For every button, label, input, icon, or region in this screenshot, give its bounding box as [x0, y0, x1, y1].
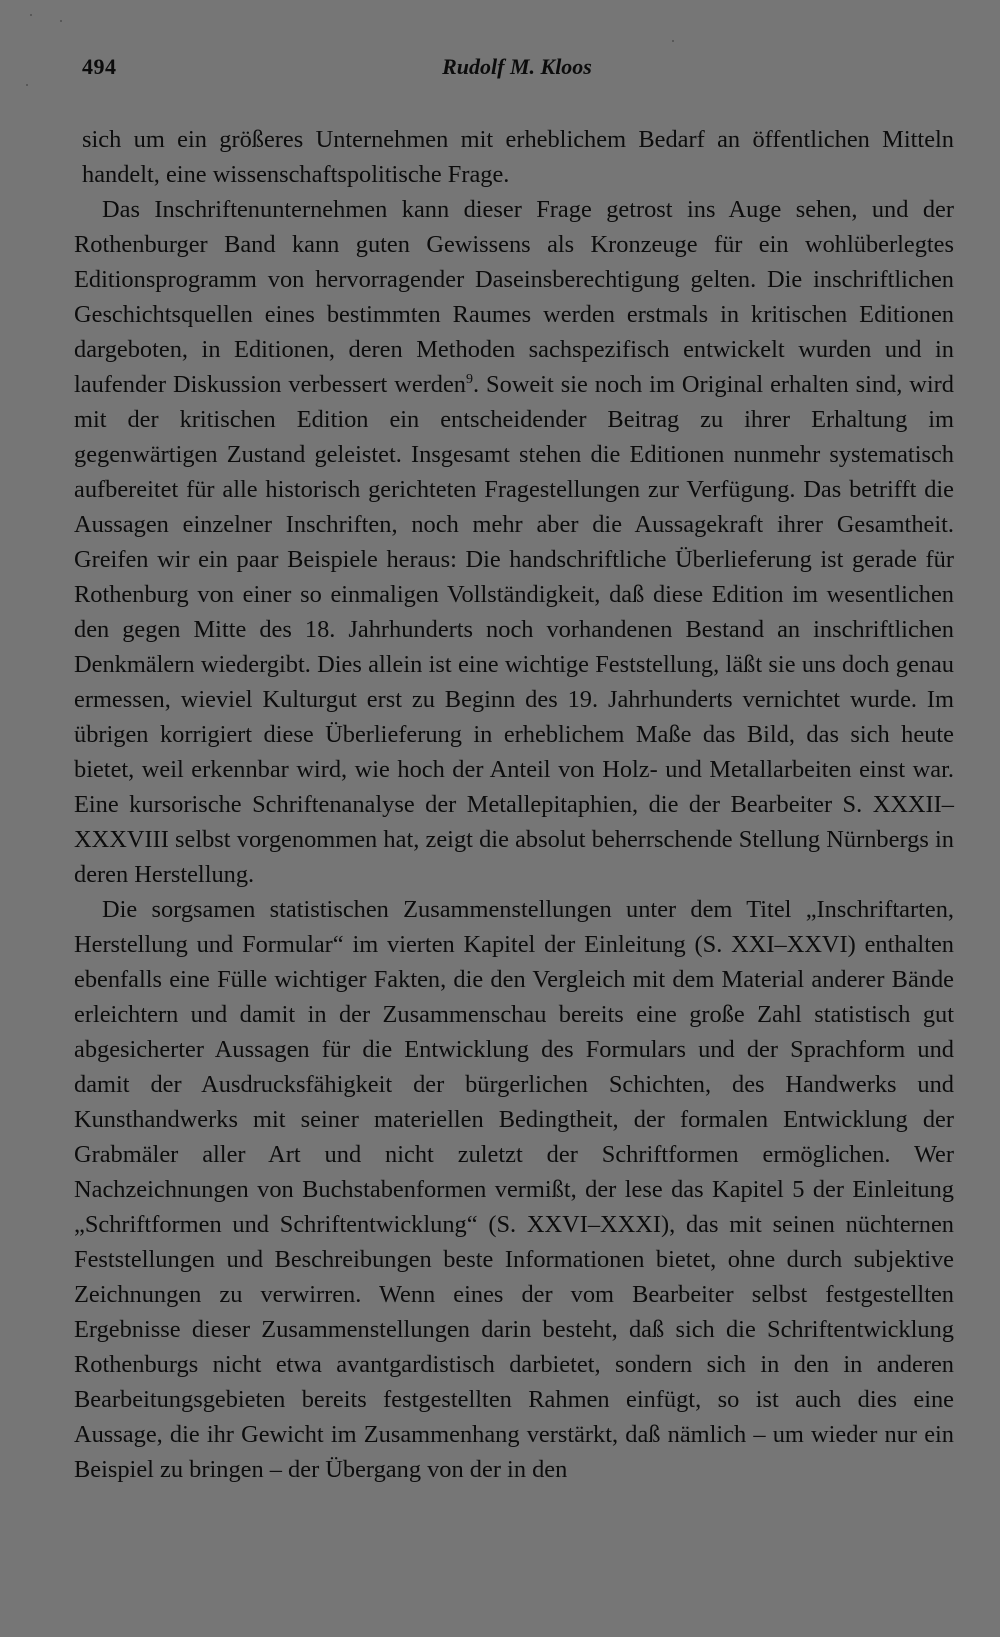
page-header: [82, 54, 952, 94]
scan-speck: [672, 40, 674, 42]
paragraph-inschriftenunternehmen: [74, 192, 954, 892]
scan-speck: [26, 84, 28, 86]
paragraph-statistische-zusammenstellungen: Die sorgsamen statistischen Zusammenstellungen unter dem Titel „Inschriftarten, Herstellung und Formular“ im vierten Kapitel der Einleitung (S. XXI–XXVI) enthalten ebenfalls eine Fülle wichtiger Fakten, die den Vergleich mit dem Material anderer Bände erleichtern und damit in der Zusammenschau bereits eine große Zahl statistisch gut abgesicherter Aussagen für die Entwicklung des Formulars und der Sprachform und damit der Ausdrucksfähigkeit der bürgerlichen Schichten, des Handwerks und Kunsthandwerks mit seiner materiellen Bedingtheit, der formalen Entwicklung der Grabmäler aller Art und nicht zuletzt der Schriftformen ermöglichen. Wer Nachzeichnungen von Buchstabenformen vermißt, der lese das Kapitel 5 der Einleitung „Schriftformen und Schriftentwicklung“ (S. XXVI–XXXI), das mit seinen nüchternen Feststellungen und Beschreibungen beste Informationen bietet, ohne durch subjektive Zeichnungen zu verwirren. Wenn eines der vom Bearbeiter selbst festgestellten Ergebnisse dieser Zusammenstellungen darin besteht, daß sich die Schriftentwicklung Rothenburgs nicht etwa avantgardistisch darbietet, sondern sich in den in anderen Bearbeitungsgebieten bereits festgestellten Rahmen einfügt, so ist auch dies eine Aussage, die ihr Gewicht im Zusammenhang verstärkt, daß nämlich – um wieder nur ein Beispiel zu bringen – der Übergang von der in den: [74, 896, 954, 1483]
running-head-author: Rudolf M. Kloos: [442, 54, 592, 79]
scan-speck: [30, 14, 32, 16]
paragraph-continuation: sich um ein größeres Unternehmen mit erheblichem Bedarf an öffentlichen Mitteln handelt, eine wissenschaftspolitische Frage.: [82, 126, 954, 188]
body-text: [74, 122, 954, 1487]
page-number: 494: [82, 54, 117, 79]
footnote-marker: 9: [466, 371, 474, 387]
scan-speck: [60, 20, 62, 22]
paragraph-text-part: Das Inschriftenunternehmen kann dieser Frage getrost ins Auge sehen, und der Rothenburger Band kann guten Gewissens als Kronzeuge für ein wohlüberlegtes Editionsprogramm von hervorragender Daseinsberechtigung gelten. Die inschriftlichen Geschichtsquellen eines bestimmten Raumes werden erstmals in kritischen Editionen dargeboten, in Editionen, deren Methoden sachspezifisch entwickelt wurden und in laufender Diskussion verbessert werden: [74, 196, 954, 398]
paragraph-text-part: . Soweit sie noch im Original erhalten sind, wird mit der kritischen Edition ein entscheidender Beitrag zu ihrer Erhaltung im gegenwärtigen Zustand geleistet. Insgesamt stehen die Editionen nunmehr systematisch aufbereitet für alle historisch gerichteten Fragestellungen zur Verfügung. Das betrifft die Aussagen einzelner Inschriften, noch mehr aber die Aussagekraft ihrer Gesamtheit. Greifen wir ein paar Beispiele heraus: Die handschriftliche Überlieferung ist gerade für Rothenburg von einer so einmaligen Vollständigkeit, daß diese Edition im wesentlichen den gegen Mitte des 18. Jahrhunderts noch vorhandenen Bestand an inschriftlichen Denkmälern wiedergibt. Dies allein ist eine wichtige Feststellung, läßt sie uns doch genau ermessen, wieviel Kulturgut erst zu Beginn des 19. Jahrhunderts vernichtet wurde. Im übrigen korrigiert diese Überlieferung in erheblichem Maße das Bild, das sich heute bietet, weil erkennbar wird, wie hoch der Anteil von Holz- und Metallarbeiten einst war. Eine kursorische Schriftenanalyse der Metallepitaphien, die der Bearbeiter S. XXXII–XXXVIII selbst vorgenommen hat, zeigt die absolut beherrschende Stellung Nürnbergs in deren Herstellung.: [74, 371, 954, 888]
